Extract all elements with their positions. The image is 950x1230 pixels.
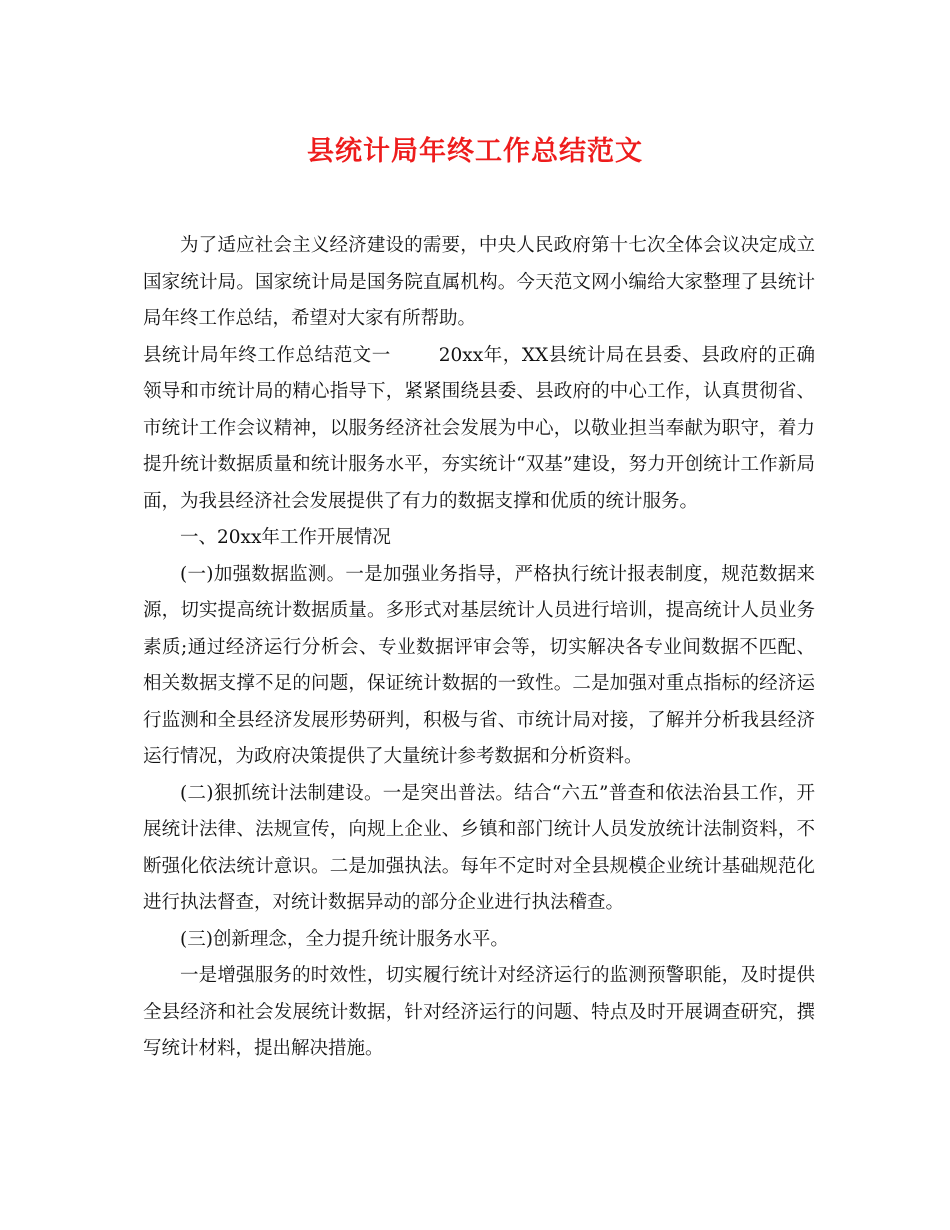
heading-work-status: 一、20xx年工作开展情况 (180, 527, 391, 548)
section-text: 20xx年，XX县统计局在县委、县政府的正确领导和市统计局的精心指导下，紧紧围绕县委、县政府的中心工作，认真贯彻省、市统计工作会议精神，以服务经济社会发展为中心，以敬业担当奉献为职守，着力提升统计数据质量和统计服务水平，夯实统计“双基”建设，努力开创统计工作新局面，为我县经济社会发展提供了有力的数据支撑和优质的统计服务。 (143, 344, 815, 512)
paragraph-legal-construction: (二)狠抓统计法制建设。一是突出普法。结合“六五”普查和依法治县工作，开展统计法律、法规宣传，向规上企业、乡镇和部门统计人员发放统计法制资料，不断强化依法统计意识。二是加强执法。每年不定时对全县规模企业统计基础规范化进行执法督查，对统计数据异动的部分企业进行执法稽查。 (143, 782, 815, 913)
paragraph-innovation: (三)创新理念，全力提升统计服务水平。 (180, 928, 509, 950)
document-body (143, 228, 815, 1068)
section-label: 县统计局年终工作总结范文一 (143, 344, 391, 366)
paragraph-data-monitoring: (一)加强数据监测。一是加强业务指导，严格执行统计报表制度，规范数据来源，切实提高统计数据质量。多形式对基层统计人员进行培训，提高统计人员业务素质;通过经济运行分析会、专业数据评审会等，切实解决各专业间数据不匹配、相关数据支撑不足的问题，保证统计数据的一致性。二是加强对重点指标的经济运行监测和全县经济发展形势研判，积极与省、市统计局对接，了解并分析我县经济运行情况，为政府决策提供了大量统计参考数据和分析资料。 (143, 563, 815, 767)
intro-paragraph: 为了适应社会主义经济建设的需要，中央人民政府第十七次全体会议决定成立国家统计局。国家统计局是国务院直属机构。今天范文网小编给大家整理了县统计局年终工作总结，希望对大家有所帮助。 (143, 235, 815, 329)
paragraph-service-timeliness: 一是增强服务的时效性，切实履行统计对经济运行的监测预警职能，及时提供全县经济和社会发展统计数据，针对经济运行的问题、特点及时开展调查研究，撰写统计材料，提出解决措施。 (143, 965, 815, 1059)
section-paragraph (143, 338, 815, 521)
document-title: 县统计局年终工作总结范文 (307, 136, 643, 167)
